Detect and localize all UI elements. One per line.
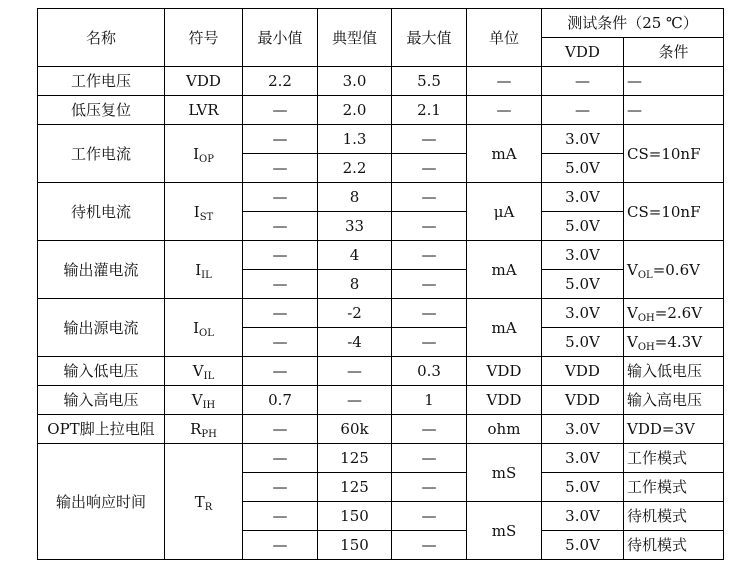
test-vdd: 5.0V <box>542 154 624 183</box>
test-vdd: VDD <box>542 357 624 386</box>
max-value: 2.1 <box>392 96 467 125</box>
test-vdd: 5.0V <box>542 473 624 502</box>
min-value: — <box>243 415 318 444</box>
test-vdd: VDD <box>542 386 624 415</box>
test-vdd: 5.0V <box>542 531 624 560</box>
test-vdd: 3.0V <box>542 241 624 270</box>
header-test-conditions: 测试条件（25 ℃） <box>542 9 724 38</box>
table-row <box>38 415 724 444</box>
unit: — <box>467 67 542 96</box>
max-value: — <box>392 241 467 270</box>
param-name: 待机电流 <box>38 183 165 241</box>
table-row <box>38 183 724 212</box>
test-condition: — <box>624 67 724 96</box>
test-condition: CS=10nF <box>624 125 724 183</box>
min-value: 0.7 <box>243 386 318 415</box>
unit: μA <box>467 183 542 241</box>
typ-value: — <box>318 386 392 415</box>
test-condition: $V_{OL}=0.6V$ <box>624 241 724 299</box>
test-vdd: 5.0V <box>542 270 624 299</box>
typ-value: 2.0 <box>318 96 392 125</box>
param-symbol: $R_{PH}$ <box>165 415 243 444</box>
max-value: — <box>392 183 467 212</box>
unit: mS <box>467 502 542 560</box>
param-name: 输出源电流 <box>38 299 165 357</box>
max-value: 1 <box>392 386 467 415</box>
header-unit: 单位 <box>467 9 542 67</box>
min-value: — <box>243 241 318 270</box>
test-condition: CS=10nF <box>624 183 724 241</box>
min-value: — <box>243 96 318 125</box>
param-symbol: $V_{IH}$ <box>165 386 243 415</box>
test-vdd: — <box>542 67 624 96</box>
unit: mS <box>467 444 542 502</box>
table-row <box>38 444 724 473</box>
test-condition: 输入低电压 <box>624 357 724 386</box>
param-name: 输入高电压 <box>38 386 165 415</box>
typ-value: 1.3 <box>318 125 392 154</box>
typ-value: 33 <box>318 212 392 241</box>
test-condition: 输入高电压 <box>624 386 724 415</box>
header-typ: 典型值 <box>318 9 392 67</box>
param-name: OPT脚上拉电阻 <box>38 415 165 444</box>
param-name: 输出灌电流 <box>38 241 165 299</box>
param-name: 输出响应时间 <box>38 444 165 560</box>
typ-value: 8 <box>318 270 392 299</box>
test-vdd: 3.0V <box>542 444 624 473</box>
table-row <box>38 357 724 386</box>
unit: mA <box>467 299 542 357</box>
max-value: — <box>392 299 467 328</box>
test-vdd: 3.0V <box>542 502 624 531</box>
header-min: 最小值 <box>243 9 318 67</box>
param-symbol: $I_{IL}$ <box>165 241 243 299</box>
param-symbol: VDD <box>165 67 243 96</box>
max-value: — <box>392 328 467 357</box>
test-vdd: — <box>542 96 624 125</box>
max-value: — <box>392 531 467 560</box>
min-value: 2.2 <box>243 67 318 96</box>
test-vdd: 3.0V <box>542 299 624 328</box>
max-value: — <box>392 154 467 183</box>
table-row <box>38 67 724 96</box>
typ-value: 150 <box>318 502 392 531</box>
electrical-characteristics-table <box>37 8 724 560</box>
param-name: 低压复位 <box>38 96 165 125</box>
min-value: — <box>243 154 318 183</box>
header-cond: 条件 <box>624 38 724 67</box>
unit: mA <box>467 241 542 299</box>
test-vdd: 3.0V <box>542 415 624 444</box>
table-row <box>38 386 724 415</box>
min-value: — <box>243 299 318 328</box>
table-row <box>38 125 724 154</box>
test-condition: — <box>624 96 724 125</box>
table-header-row <box>38 9 724 38</box>
test-vdd: 5.0V <box>542 328 624 357</box>
typ-value: 150 <box>318 531 392 560</box>
unit: VDD <box>467 386 542 415</box>
typ-value: -4 <box>318 328 392 357</box>
test-condition: 工作模式 <box>624 444 724 473</box>
typ-value: -2 <box>318 299 392 328</box>
typ-value: 4 <box>318 241 392 270</box>
table-row <box>38 299 724 328</box>
param-symbol: $I_{OL}$ <box>165 299 243 357</box>
max-value: — <box>392 502 467 531</box>
max-value: — <box>392 212 467 241</box>
test-condition: 工作模式 <box>624 473 724 502</box>
table-row <box>38 96 724 125</box>
min-value: — <box>243 328 318 357</box>
param-symbol: $T_R$ <box>165 444 243 560</box>
min-value: — <box>243 212 318 241</box>
header-max: 最大值 <box>392 9 467 67</box>
typ-value: 125 <box>318 444 392 473</box>
test-condition: VDD=3V <box>624 415 724 444</box>
max-value: — <box>392 473 467 502</box>
max-value: — <box>392 415 467 444</box>
min-value: — <box>243 125 318 154</box>
typ-value: — <box>318 357 392 386</box>
param-name: 工作电压 <box>38 67 165 96</box>
test-condition: 待机模式 <box>624 531 724 560</box>
min-value: — <box>243 183 318 212</box>
min-value: — <box>243 357 318 386</box>
param-symbol: $I_{OP}$ <box>165 125 243 183</box>
test-condition: $V_{OH}=2.6V$ <box>624 299 724 328</box>
unit: — <box>467 96 542 125</box>
test-condition: $V_{OH}=4.3V$ <box>624 328 724 357</box>
max-value: — <box>392 125 467 154</box>
test-vdd: 3.0V <box>542 183 624 212</box>
max-value: 5.5 <box>392 67 467 96</box>
max-value: — <box>392 444 467 473</box>
typ-value: 60k <box>318 415 392 444</box>
unit: ohm <box>467 415 542 444</box>
test-vdd: 5.0V <box>542 212 624 241</box>
header-name: 名称 <box>38 9 165 67</box>
param-symbol: $V_{IL}$ <box>165 357 243 386</box>
param-name: 工作电流 <box>38 125 165 183</box>
max-value: 0.3 <box>392 357 467 386</box>
min-value: — <box>243 473 318 502</box>
typ-value: 2.2 <box>318 154 392 183</box>
unit: VDD <box>467 357 542 386</box>
min-value: — <box>243 502 318 531</box>
param-symbol: $I_{ST}$ <box>165 183 243 241</box>
unit: mA <box>467 125 542 183</box>
table-row <box>38 241 724 270</box>
test-condition: 待机模式 <box>624 502 724 531</box>
typ-value: 3.0 <box>318 67 392 96</box>
typ-value: 8 <box>318 183 392 212</box>
typ-value: 125 <box>318 473 392 502</box>
min-value: — <box>243 270 318 299</box>
min-value: — <box>243 444 318 473</box>
param-symbol: LVR <box>165 96 243 125</box>
min-value: — <box>243 531 318 560</box>
test-vdd: 3.0V <box>542 125 624 154</box>
header-symbol: 符号 <box>165 9 243 67</box>
param-name: 输入低电压 <box>38 357 165 386</box>
header-vdd: VDD <box>542 38 624 67</box>
max-value: — <box>392 270 467 299</box>
